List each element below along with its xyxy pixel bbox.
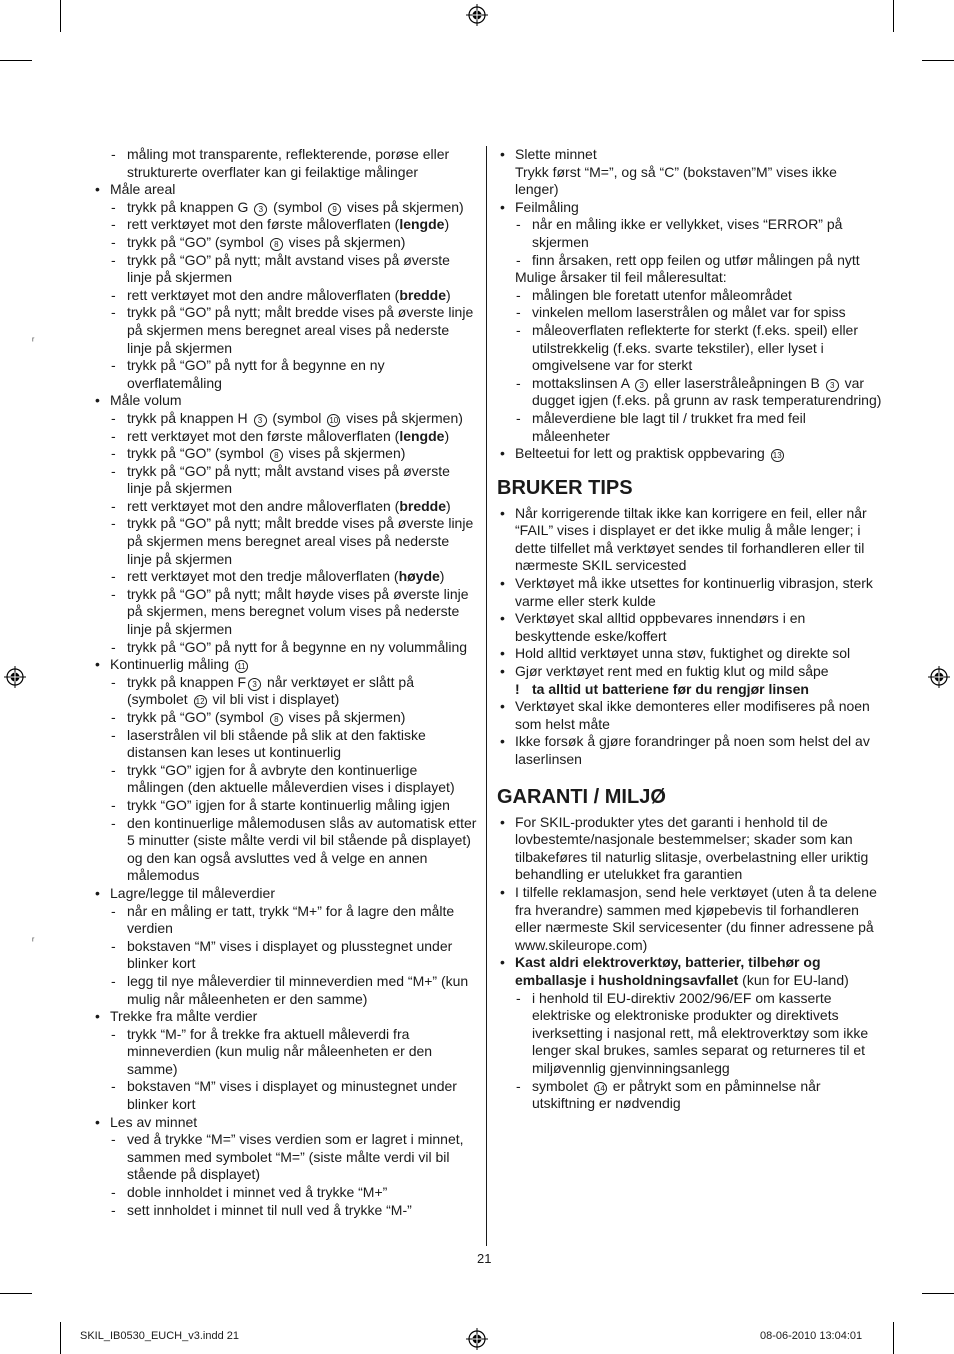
list-item: - trykk på “GO” (symbol 8 vises på skjermen) <box>92 445 477 463</box>
trekke-steps <box>92 1026 477 1114</box>
section-lagre: • Lagre/legge til måleverdier <box>92 885 477 903</box>
callout-number: 8 <box>270 238 283 251</box>
registration-mark-icon <box>466 1328 488 1350</box>
list-item: • Verktøyet må ikke utsettes for kontinuerlig vibrasjon, sterk varme eller sterk kulde <box>497 575 882 610</box>
areal-steps <box>92 199 477 393</box>
callout-number: 3 <box>254 203 267 216</box>
kast-steps <box>497 990 882 1113</box>
crop-mark <box>893 0 894 32</box>
lagre-steps <box>92 903 477 1009</box>
callout-number: 3 <box>254 414 267 427</box>
section-les: • Les av minnet <box>92 1114 477 1132</box>
heading-bruker-tips: BRUKER TIPS <box>497 476 633 499</box>
list-item: - måleoverflaten reflekterte for sterkt (f.eks. speil) eller utilstrekkelig (f.eks. svarte tekstiler), eller lyset i omgivelsene var for sterkt <box>497 322 882 375</box>
list-item: - trykk på “GO” (symbol 8 vises på skjermen) <box>92 234 477 252</box>
list-item: - rett verktøyet mot den andre måloverflaten (bredde) <box>92 287 477 305</box>
list-item: - trykk “GO” igjen for å starte kontinuerlig måling igjen <box>92 797 477 815</box>
section-trekke: • Trekke fra målte verdier <box>92 1008 477 1026</box>
volum-steps <box>92 410 477 656</box>
callout-number: 9 <box>328 203 341 216</box>
feil-steps <box>497 216 882 269</box>
list-item: - trykk på “GO” på nytt; målt avstand vises på øverste linje på skjermen <box>92 252 477 287</box>
crop-mark <box>922 60 954 61</box>
column-divider <box>486 146 487 1246</box>
crop-mark <box>60 0 61 32</box>
section-kontinuerlig: • Kontinuerlig måling 11 <box>92 656 477 674</box>
callout-number: 8 <box>270 713 283 726</box>
crop-mark <box>60 1322 61 1354</box>
list-item: - vinkelen mellom laserstrålen og målet var for spiss <box>497 304 882 322</box>
registration-mark-icon <box>928 666 950 688</box>
list-item: - når en måling er tatt, trykk “M+” for å lagre den målte verdien <box>92 903 477 938</box>
garanti-list <box>497 814 882 955</box>
list-item: - trykk på “GO” på nytt for å begynne en ny overflatemåling <box>92 357 477 392</box>
les-steps <box>92 1131 477 1219</box>
list-item: - legg til nye måleverdier til minneverdien med “M+” (kun mulig når måleenheten er den samme) <box>92 973 477 1008</box>
callout-number: 12 <box>194 695 207 708</box>
list-item: - trykk “M-” for å trekke fra aktuell måleverdi fra minneverdien (kun mulig når måleenheten er den samme) <box>92 1026 477 1079</box>
list-item: - rett verktøyet mot den første måloverflaten (lengde) <box>92 428 477 446</box>
list-item: - trykk “GO” igjen for å avbryte den kontinuerlige målingen (den aktuelle måleverdien vises i displayet) <box>92 762 477 797</box>
callout-number: 11 <box>235 660 248 673</box>
list-item: - trykk på “GO” på nytt; målt bredde vises på øverste linje på skjermen mens beregnet areal vises på nederste linje på skjermen <box>92 515 477 568</box>
kontinuerlig-steps <box>92 674 477 885</box>
left-column <box>92 146 477 1219</box>
causes-list <box>497 287 882 445</box>
footer-timestamp: 08-06-2010 13:04:01 <box>760 1330 863 1342</box>
list-item: - i henhold til EU-direktiv 2002/96/EF om kasserte elektriske og elektroniske produkter og direktivets iverksetting i nasjonal rett, må elektroverktøy som ikke lenger skal brukes, samles separat og returneres til et miljøvennlig gjenvinningsanlegg <box>497 990 882 1078</box>
section-feil: • Feilmåling <box>497 199 882 217</box>
callout-number: 14 <box>594 1082 607 1095</box>
right-column <box>497 146 882 1113</box>
tips-list-2 <box>497 698 882 768</box>
warning-note: ! ta alltid ut batteriene før du rengjør linsen <box>515 680 809 697</box>
crop-mark <box>0 60 32 61</box>
list-item: • Gjør verktøyet rent med en fuktig klut og mild såpe <box>497 663 882 681</box>
section-volum: • Måle volum <box>92 392 477 410</box>
crop-mark <box>922 1293 954 1294</box>
callout-number: 3 <box>248 678 261 691</box>
list-item: - trykk på “GO” på nytt; målt høyde vises på øverste linje på skjermen, mens beregnet volum vises på nederste linje på skjermen <box>92 586 477 639</box>
slette-text: Trykk først “M=”, og så “C” (bokstaven”M” vises ikke lenger) <box>515 163 837 198</box>
list-item: - trykk på “GO” på nytt; målt avstand vises på øverste linje på skjermen <box>92 463 477 498</box>
list-item: - bokstaven “M” vises i displayet og minustegnet under blinker kort <box>92 1078 477 1113</box>
registration-mark-icon <box>4 666 26 688</box>
list-item: - ved å trykke “M=” vises verdien som er lagret i minnet, sammen med symbolet “M=” (siste målte verdi vil bil stående på displayet) <box>92 1131 477 1184</box>
list-item: - måleverdiene ble lagt til / trukket fra med feil måleenheter <box>497 410 882 445</box>
list-item: - doble innholdet i minnet ved å trykke “M+” <box>92 1184 477 1202</box>
list-item: • I tilfelle reklamasjon, send hele verktøyet (uten å ta delene fra hverandre) sammen med kjøpebevis til forhandleren eller nærmeste Skil servicesenter (du finner adressene på www.skileurope.com) <box>497 884 882 954</box>
list-item: - målingen ble foretatt utenfor måleområdet <box>497 287 882 305</box>
page-number: 21 <box>477 1251 492 1266</box>
heading-garanti: GARANTI / MILJØ <box>497 785 666 808</box>
list-item: - rett verktøyet mot den tredje måloverflaten (høyde) <box>92 568 477 586</box>
list-item: - sett innholdet i minnet til null ved å trykke “M-” <box>92 1202 477 1220</box>
list-item: • Ikke forsøk å gjøre forandringer på noen som helst del av laserlinsen <box>497 733 882 768</box>
section-belte: • Belteetui for lett og praktisk oppbevaring 13 <box>497 445 882 463</box>
callout-number: 8 <box>270 449 283 462</box>
section-areal: • Måle areal <box>92 181 477 199</box>
callout-number: 13 <box>771 449 784 462</box>
list-item: • Når korrigerende tiltak ikke kan korrigere en feil, eller når “FAIL” vises i displayet er det ikke mulig å måle lenger; i dette tilfellet må verktøyet sendes til forhandleren eller til nærmeste SKIL servicested <box>497 505 882 575</box>
list-item: - trykk på “GO” (symbol 8 vises på skjermen) <box>92 709 477 727</box>
causes-title: Mulige årsaker til feil måleresultat: <box>515 269 727 286</box>
registration-mark-icon <box>466 4 488 26</box>
margin-tick: ʳ <box>32 336 35 347</box>
list-item: - rett verktøyet mot den første måloverflaten (lengde) <box>92 216 477 234</box>
callout-number: 3 <box>826 379 839 392</box>
crop-mark <box>893 1322 894 1354</box>
list-item: • Verktøyet skal ikke demonteres eller modifiseres på noen som helst måte <box>497 698 882 733</box>
list-item: - laserstrålen vil bli stående på slik at den faktiske distansen kan leses ut kontinuerlig <box>92 727 477 762</box>
callout-number: 10 <box>327 414 340 427</box>
list-item: • Hold alltid verktøyet unna støv, fuktighet og direkte sol <box>497 645 882 663</box>
list-item: • Verktøyet skal alltid oppbevares innendørs i en beskyttende eske/koffert <box>497 610 882 645</box>
list-item: - symbolet 14 er påtrykt som en påminnelse når utskiftning er nødvendig <box>497 1078 882 1113</box>
crop-mark <box>0 1293 32 1294</box>
section-slette: • Slette minnet <box>497 146 882 164</box>
list-item: - den kontinuerlige målemodusen slås av automatisk etter 5 minutter (siste målte verdi vil bil stående på displayet) og den kan også avsluttes ved å velge en annen målemodus <box>92 815 477 885</box>
list-item: - bokstaven “M” vises i displayet og plusstegnet under blinker kort <box>92 938 477 973</box>
list-item: - trykk på knappen H 3 (symbol 10 vises på skjermen) <box>92 410 477 428</box>
footer-file: SKIL_IB0530_EUCH_v3.indd 21 <box>80 1330 239 1342</box>
list-item: - trykk på “GO” på nytt; målt bredde vises på øverste linje på skjermen mens beregnet areal vises på nederste linje på skjermen <box>92 304 477 357</box>
list-item: - trykk på knappen F 3 når verktøyet er slått på (symbolet 12 vil bli vist i displayet) <box>92 674 477 709</box>
list-item: - rett verktøyet mot den andre måloverflaten (bredde) <box>92 498 477 516</box>
tips-list <box>497 505 882 681</box>
callout-number: 3 <box>635 379 648 392</box>
list-item: - når en måling ikke er vellykket, vises “ERROR” på skjermen <box>497 216 882 251</box>
list-item: • For SKIL-produkter ytes det garanti i henhold til de lovbestemte/nasjonale bestemmelser; skader som kan tilbakeføres til naturlig slitasje, overbelastning eller uriktig behandling er utelukket fra garantien <box>497 814 882 884</box>
list-item: - finn årsaken, rett opp feilen og utfør målingen på nytt <box>497 252 882 270</box>
list-item: - mottakslinsen A 3 eller laserstråleåpningen B 3 var dugget igjen (f.eks. på grunn av rask temperaturendring) <box>497 375 882 410</box>
list-item: - trykk på “GO” på nytt for å begynne en ny volummåling <box>92 639 477 657</box>
list-item: - trykk på knappen G 3 (symbol 9 vises på skjermen) <box>92 199 477 217</box>
margin-tick: ʳ <box>32 936 35 947</box>
kast-item: • Kast aldri elektroverktøy, batterier, tilbehør og emballasje i husholdningsavfallet (kun for EU-land) <box>497 954 882 989</box>
list-item: - måling mot transparente, reflekterende, porøse eller strukturerte overflater kan gi feilaktige målinger <box>92 146 477 181</box>
